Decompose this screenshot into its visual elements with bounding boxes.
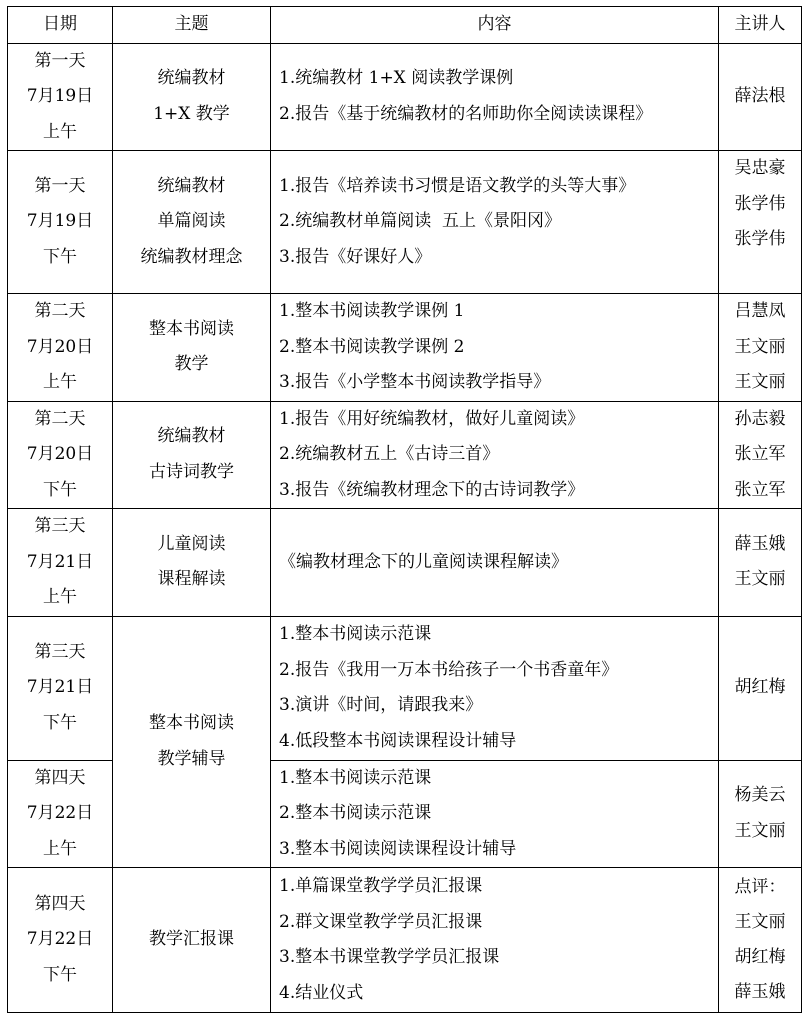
table-row [8, 294, 802, 402]
date-period: 下午 [43, 246, 77, 267]
speaker-name: 薛玉娥 [734, 533, 786, 554]
date-date: 7月22日 [26, 803, 94, 823]
date-date: 7月19日 [26, 211, 94, 232]
schedule-table [7, 6, 802, 1013]
content-line: 4.结业仪式 [279, 982, 364, 1003]
date-date: 7月22日 [26, 929, 94, 950]
speaker-name: 薛法根 [734, 86, 786, 106]
date-cell [8, 151, 113, 294]
speaker-name: 薛玉娥 [734, 982, 786, 1002]
date-day: 第二天 [34, 408, 86, 429]
speaker-name: 孙志毅 [734, 408, 786, 429]
date-period: 下午 [43, 964, 77, 985]
speaker-name: 胡红梅 [734, 677, 786, 698]
content-line: 3.报告《小学整本书阅读教学指导》 [279, 372, 551, 392]
date-cell [8, 401, 113, 509]
date-cell [8, 509, 113, 617]
table-row [8, 868, 802, 1013]
content-line: 3.报告《好课好人》 [279, 246, 432, 267]
topic-line: 儿童阅读 [157, 533, 226, 554]
content-cell [271, 509, 719, 617]
content-line: 3.报告《统编教材理念下的古诗词教学》 [279, 479, 585, 500]
speaker-cell [719, 509, 802, 617]
topic-cell [113, 294, 271, 402]
topic-cell [113, 509, 271, 617]
date-day: 第一天 [34, 50, 86, 71]
topic-line: 整本书阅读 [149, 713, 234, 734]
table-row [8, 151, 802, 294]
topic-cell [113, 401, 271, 509]
date-day: 第三天 [34, 516, 86, 536]
content-line: 4.低段整本书阅读课程设计辅导 [279, 730, 517, 751]
date-day: 第四天 [34, 767, 86, 788]
content-line: 2.整本书阅读示范课 [279, 803, 432, 823]
date-date: 7月20日 [26, 444, 94, 464]
speaker-name: 杨美云 [734, 785, 786, 806]
speaker-cell [719, 294, 802, 402]
content-line: 《编教材理念下的儿童阅读课程解读》 [279, 551, 568, 572]
content-line: 3.整本书课堂教学学员汇报课 [279, 947, 500, 967]
topic-line: 教学辅导 [157, 748, 226, 769]
table-row [8, 509, 802, 617]
topic-line: 课程解读 [157, 569, 226, 590]
speaker-cell [719, 43, 802, 151]
content-cell [271, 294, 719, 402]
content-line: 2.群文课堂教学学员汇报课 [279, 911, 483, 932]
date-period: 下午 [43, 479, 77, 500]
content-cell [271, 760, 719, 868]
speaker-name: 张学伟 [734, 229, 786, 249]
date-cell [8, 760, 113, 868]
date-day: 第二天 [34, 301, 86, 321]
topic-line: 统编教材 [157, 175, 226, 196]
speaker-name: 王文丽 [734, 912, 786, 932]
content-line: 3.演讲《时间，请跟我来》 [279, 695, 483, 715]
table-row [8, 43, 802, 151]
speaker-name: 吴忠豪 [734, 158, 786, 178]
content-line: 1.整本书阅读教学课例 1 [279, 301, 465, 321]
speaker-name: 王文丽 [734, 336, 786, 357]
topic-line: 统编教材 [157, 426, 226, 447]
date-cell [8, 616, 113, 760]
content-line: 1.单篇课堂教学学员汇报课 [279, 876, 483, 896]
header-content: 内容 [271, 7, 719, 44]
speaker-cell [719, 760, 802, 868]
content-cell [271, 868, 719, 1013]
date-cell [8, 294, 113, 402]
date-date: 7月20日 [26, 336, 94, 357]
topic-cell [113, 43, 271, 151]
topic-line: 教学 [174, 354, 209, 375]
speaker-cell [719, 401, 802, 509]
speaker-cell [719, 868, 802, 1013]
speaker-cell [719, 151, 802, 294]
table-row [8, 401, 802, 509]
date-day: 第四天 [34, 893, 86, 914]
content-line: 1.整本书阅读示范课 [279, 624, 432, 644]
date-day: 第三天 [34, 641, 86, 662]
header-date: 日期 [8, 7, 113, 44]
topic-cell [113, 151, 271, 294]
topic-line: 教学汇报课 [149, 929, 234, 950]
date-date: 7月21日 [26, 551, 94, 572]
content-cell [271, 401, 719, 509]
date-period: 上午 [43, 587, 77, 607]
content-line: 1.整本书阅读示范课 [279, 767, 432, 788]
date-cell [8, 868, 113, 1013]
header-topic: 主题 [113, 7, 271, 44]
content-line: 3.整本书阅读阅读课程设计辅导 [279, 838, 517, 859]
content-cell [271, 43, 719, 151]
header-speaker: 主讲人 [719, 7, 802, 44]
speaker-name: 吕慧凤 [734, 301, 786, 321]
speaker-name: 王文丽 [734, 569, 786, 590]
topic-line: 单篇阅读 [157, 211, 226, 232]
date-cell [8, 43, 113, 151]
content-line: 2.统编教材五上《古诗三首》 [279, 444, 500, 464]
content-cell [271, 151, 719, 294]
content-line: 1.报告《用好统编教材，做好儿童阅读》 [279, 408, 585, 429]
speaker-name: 王文丽 [734, 820, 786, 841]
content-line: 2.统编教材单篇阅读 五上《景阳冈》 [279, 211, 562, 232]
speaker-name: 张立军 [734, 444, 786, 464]
date-period: 下午 [43, 712, 77, 733]
date-period: 上午 [43, 121, 77, 142]
date-day: 第一天 [34, 175, 86, 196]
speaker-name: 王文丽 [734, 372, 786, 392]
topic-line: 统编教材理念 [140, 246, 243, 267]
date-date: 7月21日 [26, 677, 94, 698]
table-row [8, 616, 802, 760]
speaker-name: 张学伟 [734, 193, 786, 214]
topic-cell [113, 868, 271, 1013]
content-cell [271, 616, 719, 760]
content-line: 1.报告《培养读书习惯是语文教学的头等大事》 [279, 175, 636, 196]
speaker-name: 胡红梅 [734, 947, 786, 967]
topic-line: 古诗词教学 [149, 461, 234, 482]
content-line: 2.报告《基于统编教材的名师助你全阅读读课程》 [279, 103, 653, 124]
content-line: 2.报告《我用一万本书给孩子一个书香童年》 [279, 659, 619, 680]
header-row [8, 7, 802, 44]
date-date: 7月19日 [26, 86, 94, 106]
topic-line: 1+X 教学 [153, 103, 230, 124]
speaker-name: 张立军 [734, 479, 786, 500]
topic-line: 整本书阅读 [149, 318, 234, 339]
speaker-label: 点评： [734, 877, 786, 897]
date-period: 上午 [43, 372, 77, 392]
content-line: 2.整本书阅读教学课例 2 [279, 336, 465, 357]
topic-cell [113, 616, 271, 868]
topic-line: 统编教材 [157, 68, 226, 89]
content-line: 1.统编教材 1+X 阅读教学课例 [279, 68, 514, 89]
speaker-cell [719, 616, 802, 760]
date-period: 上午 [43, 838, 77, 859]
